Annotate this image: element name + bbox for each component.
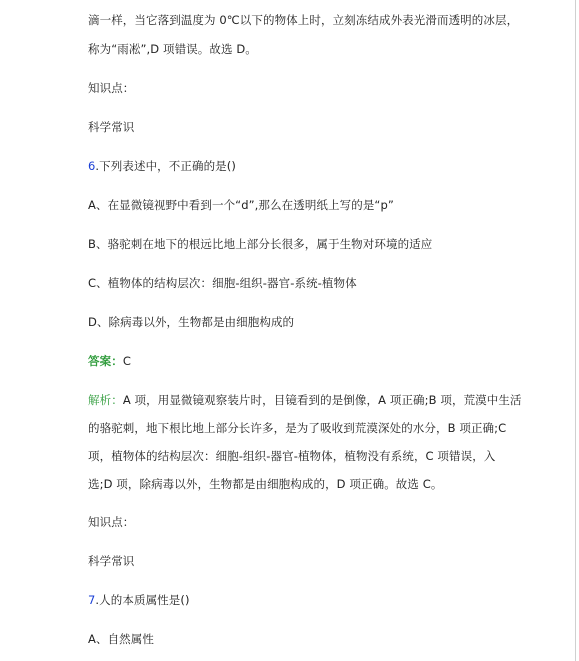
explanation-label: 解析： (88, 393, 123, 407)
question-6-explanation-line-3: 项，植物体的结构层次：细胞-组织-器官-植物体，植物没有系统，C 项错误，入 (88, 449, 496, 463)
knowledge-point-label: 知识点： (88, 515, 135, 529)
question-7-stem (88, 592, 190, 608)
question-6-stem (88, 158, 236, 174)
question-number: 7 (88, 593, 96, 607)
explanation-continued-line-1: 滴一样，当它落到温度为 0℃以下的物体上时，立刻冻结成外表光滑而透明的冰层， (88, 13, 519, 27)
question-number: 6 (88, 159, 96, 173)
question-6-answer (88, 353, 131, 369)
question-text: .人的本质属性是() (95, 593, 190, 607)
answer-value: C (122, 354, 131, 368)
explanation-continued-line-2: 称为“雨凇”,D 项错误。故选 D。 (88, 42, 257, 56)
question-6-explanation-line-2: 的骆驼刺，地下根比地上部分长许多，是为了吸收到荒漠深处的水分，B 项正确;C (88, 421, 507, 435)
question-text: .下列表述中，不正确的是() (95, 159, 236, 173)
knowledge-point-value: 科学常识 (88, 554, 135, 568)
question-7-option-a: A、自然属性 (88, 632, 154, 646)
knowledge-point-label: 知识点： (88, 81, 135, 95)
question-6-option-a: A、在显微镜视野中看到一个“d”,那么在透明纸上写的是“p” (88, 198, 394, 212)
knowledge-point-value: 科学常识 (88, 120, 135, 134)
question-6-option-b: B、骆驼刺在地下的根远比地上部分长很多，属于生物对环境的适应 (88, 237, 433, 251)
question-6-option-c: C、植物体的结构层次：细胞-组织-器官-系统-植物体 (88, 276, 357, 290)
question-6-explanation-line-4: 选;D 项，除病毒以外，生物都是由细胞构成的，D 项正确。故选 C。 (88, 477, 443, 491)
answer-label: 答案： (88, 354, 123, 368)
question-6-option-d: D、除病毒以外，生物都是由细胞构成的 (88, 315, 295, 329)
page-edge-divider (575, 0, 576, 661)
question-6-explanation-line-1 (88, 392, 522, 408)
explanation-text: A 项，用显微镜观察装片时，目镜看到的是倒像，A 项正确;B 项，荒漠中生活 (122, 393, 522, 407)
